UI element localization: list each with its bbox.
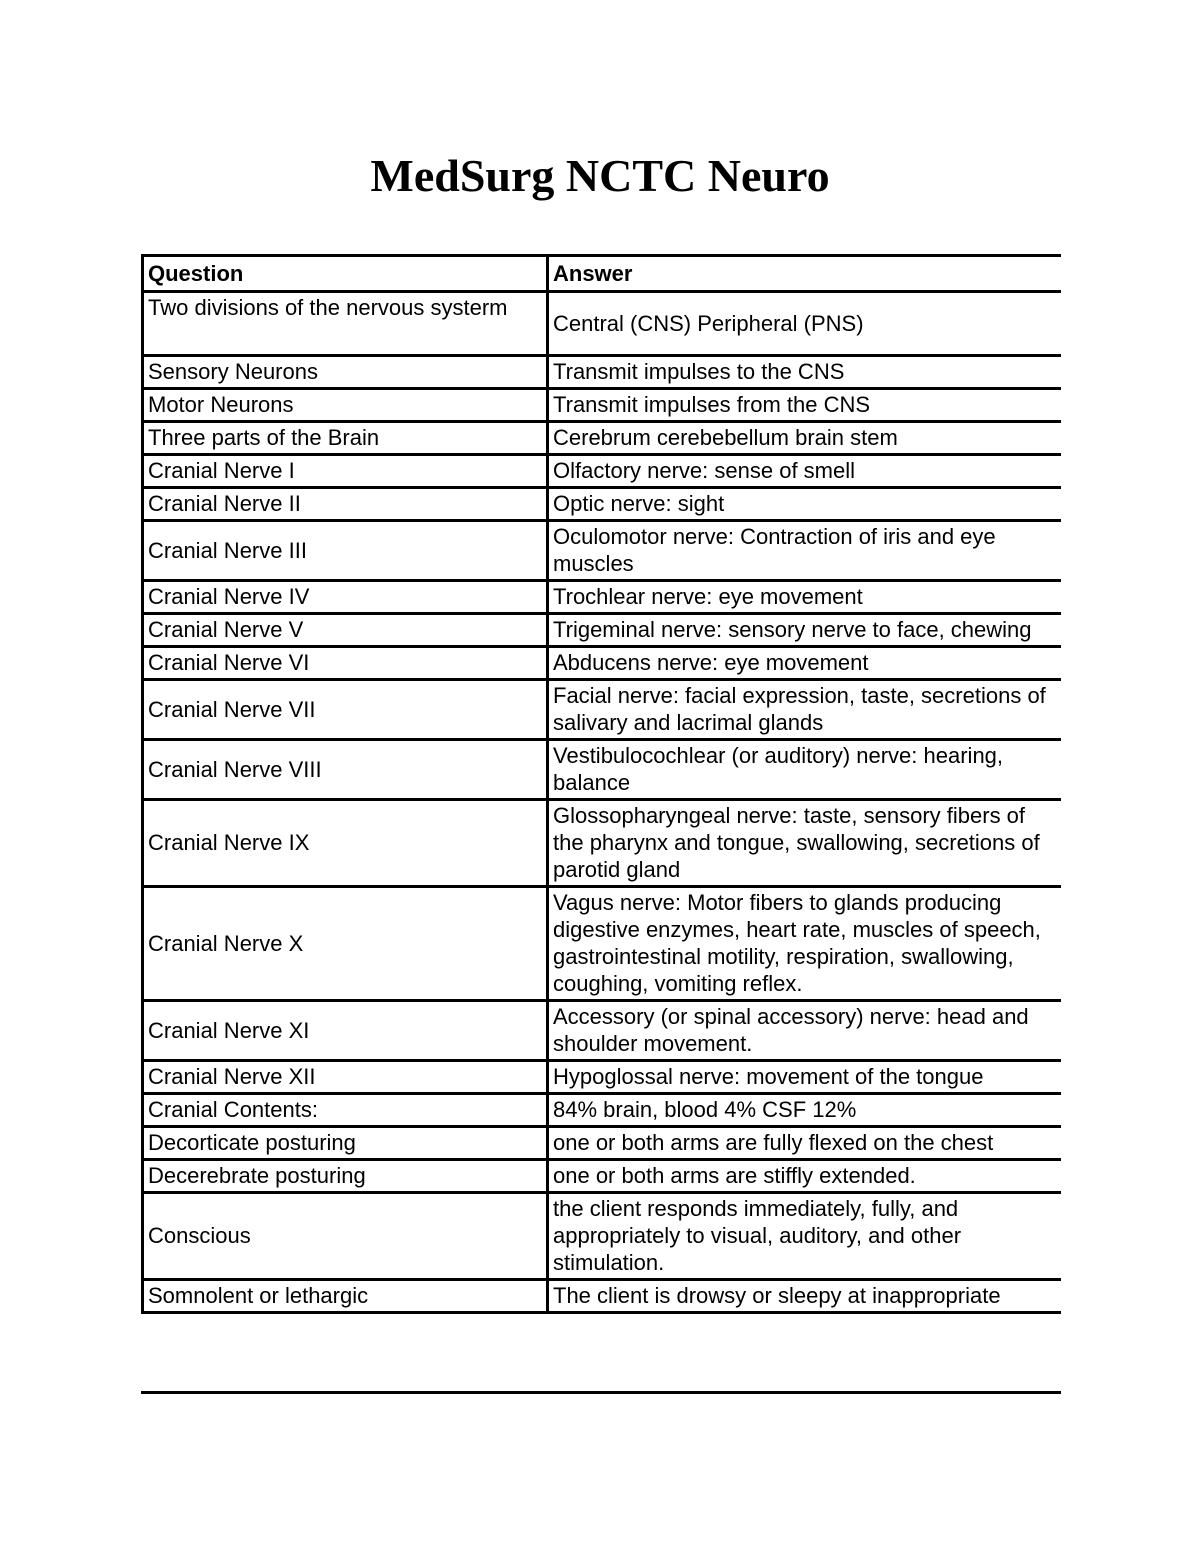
answer-cell: Oculomotor nerve: Contraction of iris and eye muscles bbox=[548, 521, 1062, 581]
table-row bbox=[143, 1094, 1062, 1127]
page-title: MedSurg NCTC Neuro bbox=[370, 150, 830, 201]
answer-cell: Olfactory nerve: sense of smell bbox=[548, 455, 1062, 488]
answer-cell: Trigeminal nerve: sensory nerve to face, chewing bbox=[548, 614, 1062, 647]
question-cell: Cranial Nerve III bbox=[143, 521, 548, 581]
answer-cell: one or both arms are fully flexed on the chest bbox=[548, 1127, 1062, 1160]
table-body bbox=[143, 292, 1062, 1313]
answer-cell: Glossopharyngeal nerve: taste, sensory fibers of the pharynx and tongue, swallowing, secretions of parotid gland bbox=[548, 800, 1062, 887]
answer-cell: Vagus nerve: Motor fibers to glands producing digestive enzymes, heart rate, muscles of speech, gastrointestinal motility, respiration, swallowing, coughing, vomiting reflex. bbox=[548, 887, 1062, 1001]
table-row bbox=[143, 488, 1062, 521]
question-cell: Two divisions of the nervous systerm bbox=[143, 292, 548, 356]
question-cell: Cranial Nerve VII bbox=[143, 680, 548, 740]
header-question: Question bbox=[143, 256, 548, 292]
table-row bbox=[143, 1160, 1062, 1193]
question-cell: Somnolent or lethargic bbox=[143, 1280, 548, 1313]
qa-table-container bbox=[141, 254, 1061, 1394]
question-cell: Conscious bbox=[143, 1193, 548, 1280]
answer-cell: Accessory (or spinal accessory) nerve: head and shoulder movement. bbox=[548, 1001, 1062, 1061]
question-cell: Cranial Nerve I bbox=[143, 455, 548, 488]
question-cell: Decerebrate posturing bbox=[143, 1160, 548, 1193]
qa-table bbox=[141, 254, 1061, 1314]
answer-cell: Transmit impulses to the CNS bbox=[548, 356, 1062, 389]
question-cell: Cranial Nerve XI bbox=[143, 1001, 548, 1061]
table-row bbox=[143, 647, 1062, 680]
question-cell: Cranial Nerve X bbox=[143, 887, 548, 1001]
question-cell: Three parts of the Brain bbox=[143, 422, 548, 455]
table-row bbox=[143, 292, 1062, 356]
table-row bbox=[143, 521, 1062, 581]
table-row bbox=[143, 1061, 1062, 1094]
question-cell: Cranial Nerve IX bbox=[143, 800, 548, 887]
answer-cell: Optic nerve: sight bbox=[548, 488, 1062, 521]
table-row bbox=[143, 389, 1062, 422]
answer-cell: Abducens nerve: eye movement bbox=[548, 647, 1062, 680]
answer-cell: Central (CNS) Peripheral (PNS) bbox=[548, 292, 1062, 356]
table-row bbox=[143, 1280, 1062, 1313]
answer-cell: Transmit impulses from the CNS bbox=[548, 389, 1062, 422]
table-row bbox=[143, 455, 1062, 488]
question-cell: Cranial Nerve VIII bbox=[143, 740, 548, 800]
table-header-row bbox=[143, 256, 1062, 292]
answer-cell: Cerebrum cerebebellum brain stem bbox=[548, 422, 1062, 455]
question-cell: Sensory Neurons bbox=[143, 356, 548, 389]
table-row bbox=[143, 1127, 1062, 1160]
table-row bbox=[143, 800, 1062, 887]
answer-cell: Hypoglossal nerve: movement of the tongue bbox=[548, 1061, 1062, 1094]
answer-cell: Vestibulocochlear (or auditory) nerve: hearing, balance bbox=[548, 740, 1062, 800]
answer-cell: The client is drowsy or sleepy at inappropriate bbox=[548, 1280, 1062, 1313]
question-cell: Decorticate posturing bbox=[143, 1127, 548, 1160]
table-row bbox=[143, 740, 1062, 800]
header-answer: Answer bbox=[548, 256, 1062, 292]
question-cell: Motor Neurons bbox=[143, 389, 548, 422]
answer-cell: one or both arms are stiffly extended. bbox=[548, 1160, 1062, 1193]
answer-cell: 84% brain, blood 4% CSF 12% bbox=[548, 1094, 1062, 1127]
question-cell: Cranial Nerve IV bbox=[143, 581, 548, 614]
table-row bbox=[143, 1001, 1062, 1061]
table-row bbox=[143, 356, 1062, 389]
answer-cell: Facial nerve: facial expression, taste, secretions of salivary and lacrimal glands bbox=[548, 680, 1062, 740]
table-row bbox=[143, 581, 1062, 614]
question-cell: Cranial Nerve II bbox=[143, 488, 548, 521]
table-row bbox=[143, 422, 1062, 455]
table-row bbox=[143, 680, 1062, 740]
question-cell: Cranial Nerve V bbox=[143, 614, 548, 647]
answer-cell: Trochlear nerve: eye movement bbox=[548, 581, 1062, 614]
table-row bbox=[143, 1193, 1062, 1280]
answer-cell: the client responds immediately, fully, and appropriately to visual, auditory, and other stimulation. bbox=[548, 1193, 1062, 1280]
table-row bbox=[143, 887, 1062, 1001]
question-cell: Cranial Nerve XII bbox=[143, 1061, 548, 1094]
table-row bbox=[143, 614, 1062, 647]
question-cell: Cranial Nerve VI bbox=[143, 647, 548, 680]
question-cell: Cranial Contents: bbox=[143, 1094, 548, 1127]
